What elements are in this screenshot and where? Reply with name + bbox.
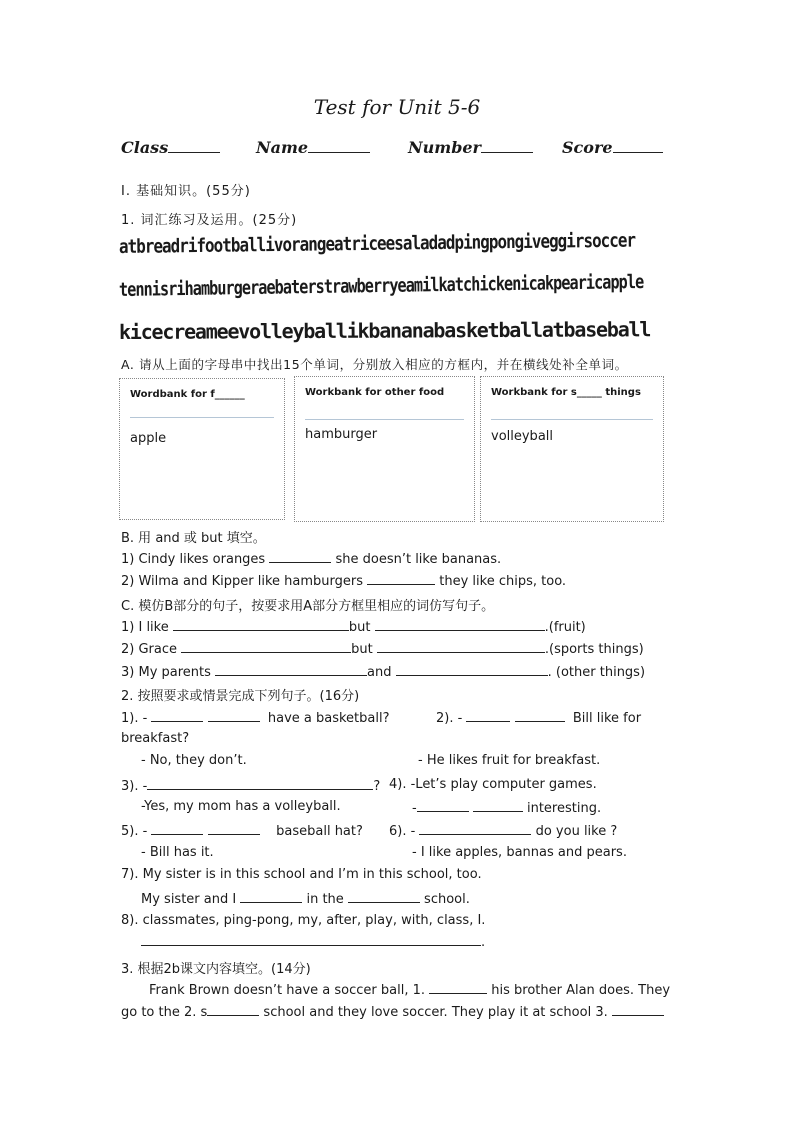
q7-line: 7). My sister is in this school and I’m in this school, too.: [121, 867, 482, 882]
page-title: Test for Unit 5-6: [313, 95, 481, 119]
name-field: [256, 138, 370, 157]
answer-2: - He likes fruit for breakfast.: [418, 753, 601, 768]
section3-title: 3. 根据2b课文内容填空。(14分): [121, 962, 311, 977]
q4-line: 4). -Let’s play computer games.: [389, 777, 597, 792]
b2-blank[interactable]: [367, 572, 435, 585]
answer-5: - Bill has it.: [141, 845, 214, 860]
q7-answer: My sister and I in the school.: [141, 892, 470, 907]
wordbank-other-food-value: hamburger: [305, 427, 378, 442]
wordbank-other-food-box: [294, 376, 475, 522]
c3-blank-1[interactable]: [215, 663, 367, 676]
answer-4: - interesting.: [412, 801, 602, 816]
q8-answer: .: [141, 933, 485, 950]
instruction-a: A. 请从上面的字母串中找出15个单词，分别放入相应的方框内，并在横线处补全单词。: [121, 357, 628, 372]
q2-line: 2). - Bill like for: [436, 711, 642, 726]
answer-3: -Yes, my mom has a volleyball.: [141, 799, 341, 814]
wordbank-other-food-title: Workbank for other food: [305, 387, 445, 398]
class-label: Class: [121, 138, 169, 157]
score-label: Score: [562, 138, 613, 157]
q1-line: 1). - have a basketball?: [121, 711, 390, 726]
instruction-b: B. 用 and 或 but 填空。: [121, 531, 266, 546]
number-label: Number: [408, 138, 481, 157]
c-sentence-2: 2) Grace but .(sports things): [121, 642, 644, 657]
wordbank-fruit-box: [119, 378, 285, 520]
name-label: Name: [256, 138, 309, 157]
letter-row-1: atbreadrifootballivorangeatriceesaladadpingpongiveggirsoccer: [118, 229, 636, 258]
c1-blank-2[interactable]: [375, 618, 545, 631]
b1-blank[interactable]: [269, 550, 331, 563]
instruction-c: C. 模仿B部分的句子，按要求用A部分方框里相应的词仿写句子。: [121, 599, 495, 614]
wordbank-sports-title: Workbank for s_____ things: [491, 387, 641, 398]
class-field: [121, 138, 220, 157]
letter-row-3: kicecreameevolleyballikbananabasketballatbaseball: [118, 317, 651, 344]
answer-6: - I like apples, bannas and pears.: [412, 845, 627, 860]
part1-title: 1. 词汇练习及运用。(25分): [121, 213, 298, 228]
passage-line-2: go to the 2. s school and they love soccer. They play it at school 3.: [121, 1003, 664, 1020]
q8-line: 8). classmates, ping-pong, my, after, play, with, class, I.: [121, 913, 486, 928]
q6-line: 6). - do you like ?: [389, 824, 618, 839]
score-field: [562, 138, 663, 157]
wordbank-sports-box: [480, 376, 664, 522]
answer-1: - No, they don’t.: [141, 753, 247, 768]
c-sentence-3: 3) My parents and . (other things): [121, 665, 646, 680]
q1-wrap: breakfast?: [121, 731, 190, 746]
q5-line: 5). - baseball hat?: [121, 824, 363, 839]
c2-blank-2[interactable]: [377, 640, 545, 653]
wordbank-fruit-title: Wordbank for f______: [130, 389, 245, 400]
wordbank-sports-value: volleyball: [491, 429, 554, 444]
section1-title: Ⅰ. 基础知识。(55分): [121, 184, 251, 199]
letter-row-2: tennisrihamburgeraebaterstrawberryeamilkatchickenicakpearicapple: [118, 270, 644, 301]
passage-line-1: Frank Brown doesn’t have a soccer ball, 1. his brother Alan does. They: [149, 983, 671, 998]
b-sentence-1: 1) Cindy likes oranges she doesn’t like bananas.: [121, 552, 502, 567]
c3-blank-2[interactable]: [396, 663, 548, 676]
section2-title: 2. 按照要求或情景完成下列句子。(16分): [121, 689, 360, 704]
b-sentence-2: 2) Wilma and Kipper like hamburgers they like chips, too.: [121, 574, 567, 589]
q3-line: 3). - ?: [121, 779, 381, 794]
c2-blank-1[interactable]: [181, 640, 351, 653]
wordbank-fruit-value: apple: [130, 431, 167, 446]
c-sentence-1: 1) I like but .(fruit): [121, 620, 586, 635]
c1-blank-1[interactable]: [173, 618, 349, 631]
number-field: [408, 138, 533, 157]
